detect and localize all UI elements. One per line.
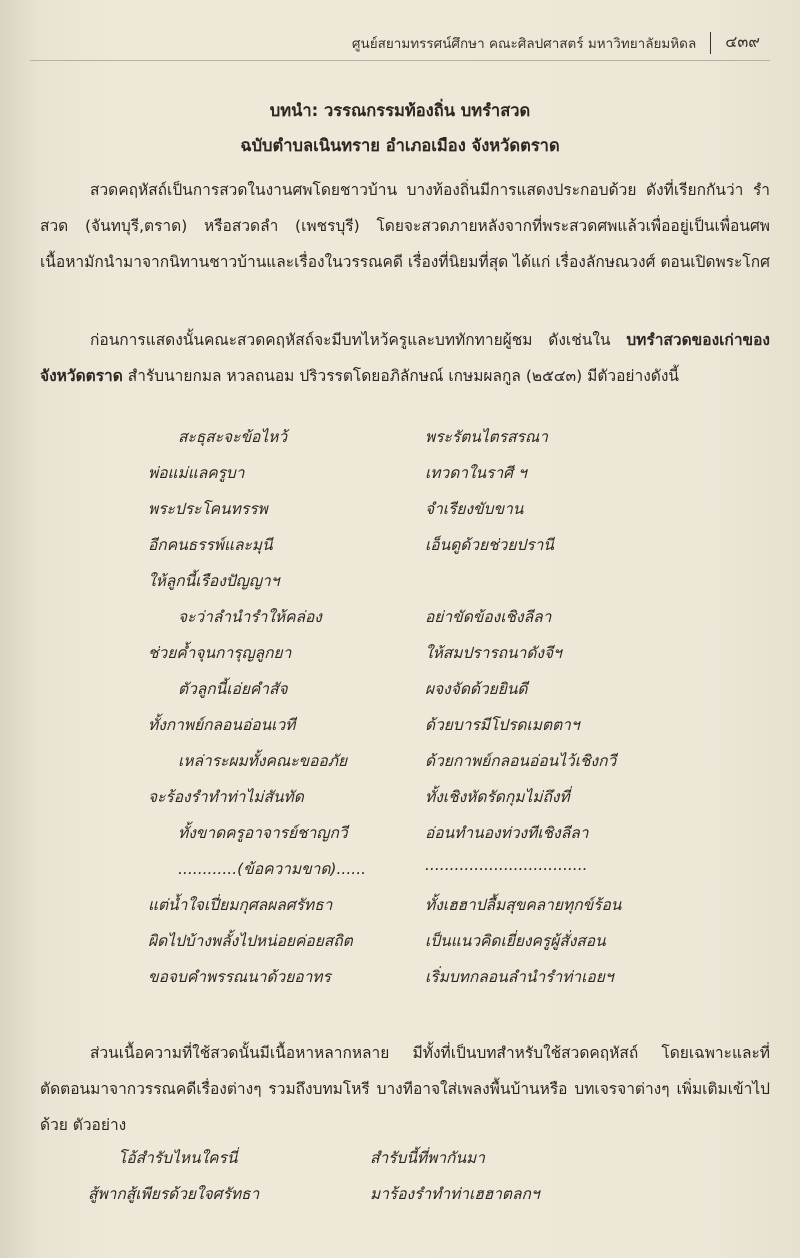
- poem-right: เทวดาในราศี ฯ: [425, 464, 527, 482]
- poem-right: เป็นแนวคิดเยี่ยงครูผู้สั่งสอน: [425, 932, 606, 950]
- running-title: ศูนย์สยามทรรศน์ศึกษา คณะศิลปศาสตร์ มหาวิทยาลัยมหิดล: [351, 35, 697, 52]
- poem-right: .................................: [425, 856, 588, 874]
- poem-right: พระรัตนไตรสรณา: [425, 428, 548, 446]
- poem-left: ทั้งขาดครูอาจารย์ชาญกวี: [178, 824, 348, 842]
- paragraph-source-text-b: สำรับนายกมล หวลถนอม ปริวรรตโดยอภิลักษณ์ เกษมผลกูล (๒๕๔๓) มีตัวอย่างดังนี้: [122, 367, 680, 385]
- poem-left: ทั้งกาพย์กลอนอ่อนเวที: [148, 716, 296, 734]
- poem-line: [0, 460, 800, 496]
- poem-line: [0, 748, 800, 784]
- poem-right: จำเรียงขับขาน: [425, 500, 524, 518]
- paragraph-source: [40, 322, 770, 394]
- poem-line: [0, 1145, 800, 1181]
- poem-line: [0, 496, 800, 532]
- poem-right: ด้วยกาพย์กลอนอ่อนไว้เชิงกวี: [425, 752, 617, 770]
- poem-line: [0, 712, 800, 748]
- poem-right: มาร้องรำทำท่าเฮฮาตลกฯ: [370, 1185, 540, 1203]
- poem-left: ขอจบคำพรรณนาด้วยอาทร: [148, 968, 331, 986]
- poem-left: ตัวลูกนี้เอ่ยคำสัจ: [178, 680, 288, 698]
- poem-line: [0, 676, 800, 712]
- poem-right: ให้สมปรารถนาดังจีฯ: [425, 644, 562, 662]
- poem-left: พ่อแม่แลครูบา: [148, 464, 245, 482]
- header-rule: [30, 60, 770, 61]
- poem-left: เหล่าระผมทั้งคณะขออภัย: [178, 752, 348, 770]
- poem-line: [0, 892, 800, 928]
- poem-right: เริ่มบทกลอนลำนำรำท่าเอยฯ: [425, 968, 614, 986]
- poem-line: [0, 424, 800, 460]
- poem-left: ............(ข้อความขาด)......: [178, 860, 367, 878]
- header-divider: [710, 32, 711, 54]
- paragraph-source-text-a: ก่อนการแสดงนั้นคณะสวดคฤหัสถ์จะมีบทไหว้ครูและบททักทายผู้ชม ดังเช่นใน: [90, 331, 627, 349]
- poem-line: [0, 928, 800, 964]
- poem-left: จะว่าลำนำรำให้คล่อง: [178, 608, 322, 626]
- poem-right: ด้วยบารมีโปรดเมตตาฯ: [425, 716, 580, 734]
- poem-left: พระประโคนทรรพ: [148, 500, 268, 518]
- poem-left: ช่วยค้ำจุนการุญลูกยา: [148, 644, 292, 662]
- poem-right: ผจงจัดด้วยยินดี: [425, 680, 528, 698]
- paragraph-source-bold: บทรำสวดของเก่าของจังหวัดตราด: [40, 331, 770, 385]
- paragraph-intro: สวดคฤหัสถ์เป็นการสวดในงานศพโดยชาวบ้าน บางท้องถิ่นมีการแสดงประกอบด้วย ดังที่เรียกกันว่า รำสวด (จันทบุรี,ตราด) หรือสวดลำ (เพชรบุรี) โดยจะสวดภายหลังจากที่พระสวดศพแล้วเพื่ออยู่เป็นเพื่อนศพ เนื้อหามักนำมาจากนิทานชาวบ้านและเรื่องในวรรณคดี เรื่องที่นิยมที่สุด ได้แก่ เรื่องลักษณวงศ์ ตอนเปิดพระโกศ: [40, 181, 770, 271]
- poem-right: เอ็นดูด้วยช่วยปรานี: [425, 536, 554, 554]
- poem-line: [0, 604, 800, 640]
- poem-right: อ่อนทำนองท่วงทีเชิงลีลา: [425, 824, 589, 842]
- poem-line: [0, 532, 800, 568]
- poem-left: สะธุสะจะข้อไหว้: [178, 428, 288, 446]
- poem-line: [0, 784, 800, 820]
- poem-left: ผิดไปบ้างพลั้งไปหน่อยค่อยสถิต: [148, 932, 353, 950]
- poem-right: สำรับนี้ที่พากันมา: [370, 1149, 485, 1167]
- poem-right: ทั้งเฮฮาปลื้มสุขคลายทุกข์ร้อน: [425, 896, 622, 914]
- page-number: ๔๓๙: [725, 32, 760, 51]
- poem-left: ให้ลูกนี้เรืองปัญญาฯ: [148, 572, 280, 590]
- poem-left: อีกคนธรรพ์และมุนี: [148, 536, 273, 554]
- poem-left: จะร้องรำทำท่าไม่สันทัด: [148, 788, 304, 806]
- chapter-title: บทนำ: วรรณกรรมท้องถิ่น บทรำสวด: [269, 101, 531, 120]
- poem-left: สู้พากสู้เพียรด้วยใจศรัทธา: [88, 1185, 260, 1203]
- running-header: [352, 30, 760, 55]
- poem-line: [0, 964, 800, 1000]
- poem-line: [0, 856, 800, 892]
- poem-left: แต่น้ำใจเปี่ยมกุศลผลศรัทธา: [148, 896, 333, 914]
- paragraph-content: ส่วนเนื้อความที่ใช้สวดนั้นมีเนื้อหาหลากหลาย มีทั้งที่เป็นบทสำหรับใช้สวดคฤหัสถ์ โดยเฉพาะและที่ตัดตอนมาจากวรรณคดีเรื่องต่างๆ รวมถึงบทมโหรี บางทีอาจใส่เพลงพื้นบ้านหรือ บทเจรจาต่างๆ เพิ่มเติมเข้าไปด้วย ตัวอย่าง: [40, 1044, 770, 1134]
- poem-right: อย่าขัดข้องเชิงลีลา: [425, 608, 552, 626]
- poem-right: ทั้งเชิงหัดรัดกุมไม่ถึงที่: [425, 788, 570, 806]
- poem-line: [0, 820, 800, 856]
- poem-line: [0, 640, 800, 676]
- poem-line: [0, 1181, 800, 1217]
- poem-line: [0, 568, 800, 604]
- chapter-subtitle: ฉบับตำบลเนินทราย อำเภอเมือง จังหวัดตราด: [240, 136, 560, 155]
- poem-left: โอ้สำรับไหนใครนี่: [118, 1149, 238, 1167]
